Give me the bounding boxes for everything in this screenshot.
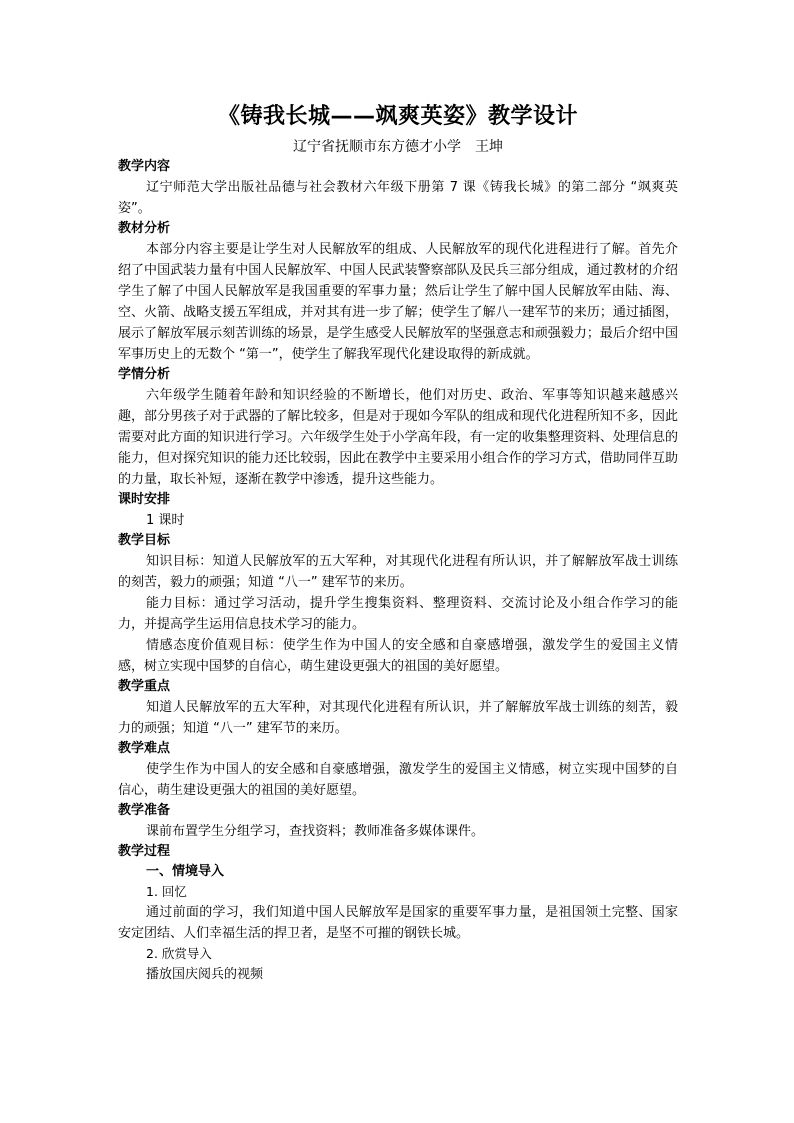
prep-paragraph: 课前布置学生分组学习，查找资料；教师准备多媒体课件。 bbox=[146, 824, 485, 839]
process-item-appreciate: 2. 欣赏导入 bbox=[146, 946, 212, 961]
content-paragraph: 辽宁师范大学出版社品德与社会教材六年级下册第 7 课《铸我长城》的第二部分 “飒爽英姿”。 bbox=[118, 180, 678, 216]
section-heading-goals: 教学目标 bbox=[118, 533, 171, 548]
section-heading-students: 学情分析 bbox=[118, 367, 171, 382]
section-heading-material: 教材分析 bbox=[118, 221, 171, 236]
section-heading-difficult: 教学难点 bbox=[118, 741, 171, 756]
document-page bbox=[118, 100, 678, 985]
section-heading-hours: 课时安排 bbox=[118, 492, 171, 507]
section-heading-prep: 教学准备 bbox=[118, 803, 171, 818]
section-heading-content: 教学内容 bbox=[118, 159, 171, 174]
author-line: 辽宁省抚顺市东方德才小学 王坤 bbox=[293, 139, 503, 155]
process-subheading-intro: 一、情境导入 bbox=[146, 864, 225, 879]
process-item-recall: 1. 回忆 bbox=[146, 884, 187, 899]
key-paragraph: 知道人民解放军的五大军种，对其现代化进程有所认识，并了解解放军战士训练的刻苦，毅力的顽强；知道 “八一” 建军节的来历。 bbox=[118, 700, 678, 736]
goal-ability-paragraph: 能力目标：通过学习活动，提升学生搜集资料、整理资料、交流讨论及小组合作学习的能力，并提高学生运用信息技术学习的能力。 bbox=[118, 596, 678, 632]
goal-knowledge-paragraph: 知识目标：知道人民解放军的五大军种，对其现代化进程有所认识，并了解解放军战士训练的刻苦，毅力的顽强；知道 “八一” 建军节的来历。 bbox=[118, 554, 678, 590]
goal-emotion-paragraph: 情感态度价值观目标：使学生作为中国人的安全感和自豪感增强，激发学生的爱国主义情感，树立实现中国梦的自信心，萌生建设更强大的祖国的美好愿望。 bbox=[118, 638, 678, 674]
section-heading-process: 教学过程 bbox=[118, 844, 171, 859]
section-heading-key: 教学重点 bbox=[118, 679, 171, 694]
material-paragraph: 本部分内容主要是让学生对人民解放军的组成、人民解放军的现代化进程进行了解。首先介绍了中国武装力量有中国人民解放军、中国人民武装警察部队及民兵三部分组成，通过教材的介绍学生了解了中国人民解放军是我国重要的军事力量；然后让学生了解中国人民解放军由陆、海、空、火箭、战略支援五军组成，并对其有进一步了解；使学生了解八一建军节的来历；通过插图，展示了解放军展示刻苦训练的场景，是学生感受人民解放军的坚强意志和顽强毅力；最后介绍中国军事历史上的无数个 “第一”，使学生了解我军现代化建设取得的新成就。 bbox=[118, 242, 678, 362]
students-paragraph: 六年级学生随着年龄和知识经验的不断增长，他们对历史、政治、军事等知识越来越感兴趣，部分男孩子对于武器的了解比较多，但是对于现如今军队的组成和现代化进程所知不多，因此需要对此方面的知识进行学习。六年级学生处于小学高年段，有一定的收集整理资料、处理信息的能力，但对探究知识的能力还比较弱，因此在教学中主要采用小组合作的学习方式，借助同伴互助的力量，取长补短，逐渐在教学中渗透，提升这些能力。 bbox=[118, 388, 678, 487]
process-recall-paragraph: 通过前面的学习，我们知道中国人民解放军是国家的重要军事力量，是祖国领土完整、国家安定团结、人们幸福生活的捍卫者，是坚不可摧的钢铁长城。 bbox=[118, 905, 678, 941]
hours-paragraph: 1 课时 bbox=[146, 513, 185, 528]
difficult-paragraph: 使学生作为中国人的安全感和自豪感增强，激发学生的爱国主义情感，树立实现中国梦的自信心，萌生建设更强大的祖国的美好愿望。 bbox=[118, 762, 678, 798]
process-appreciate-paragraph: 播放国庆阅兵的视频 bbox=[146, 967, 264, 982]
document-title: 《铸我长城——飒爽英姿》教学设计 bbox=[217, 104, 578, 129]
